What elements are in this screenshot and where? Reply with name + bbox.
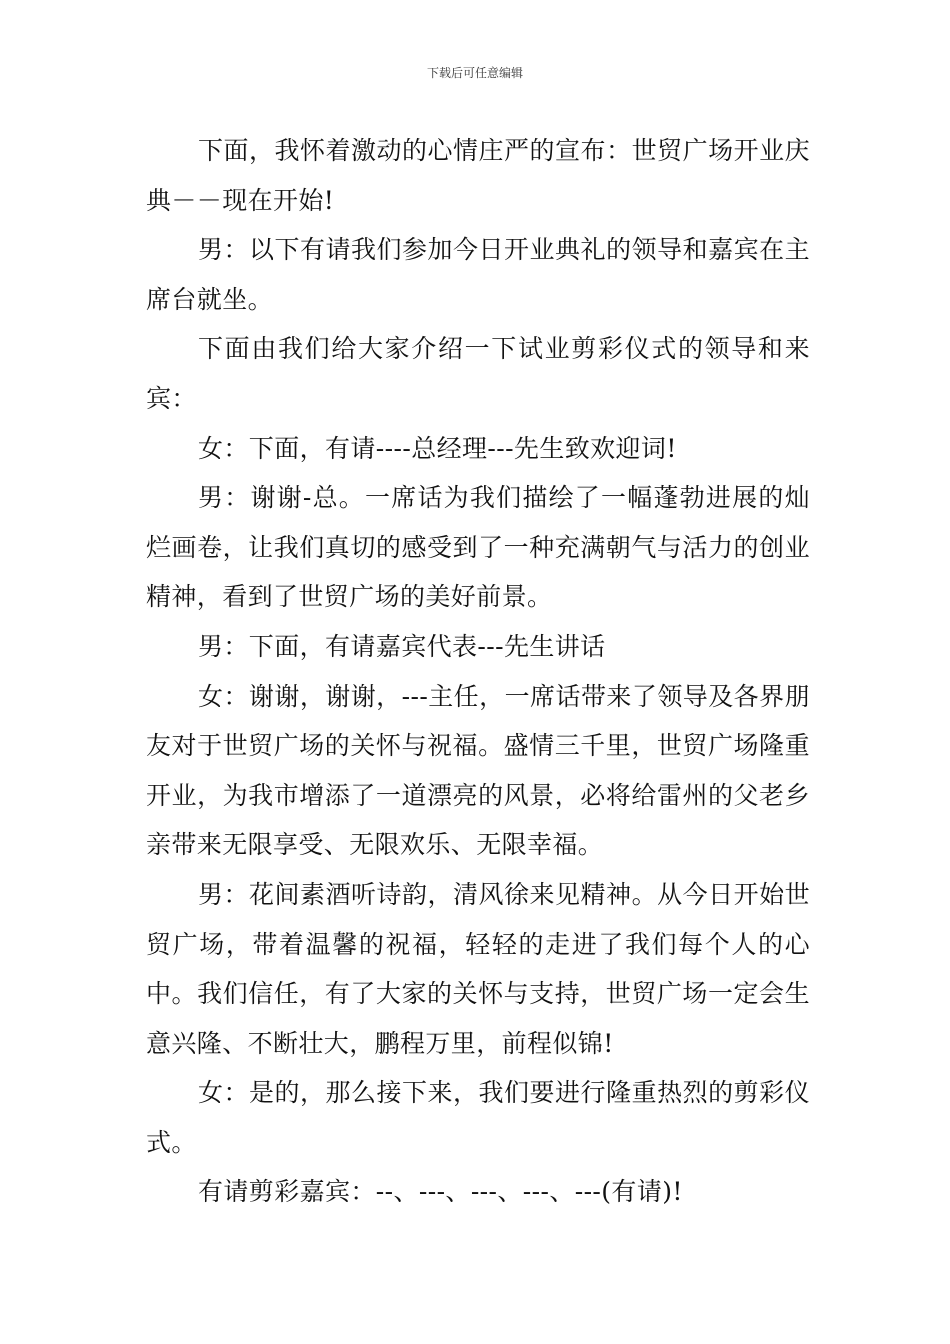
paragraph-thanks-director: 女：谢谢，谢谢，---主任，一席话带来了领导及各界朋友对于世贸广场的关怀与祝福。盛情三千里，世贸广场隆重开业，为我市增添了一道漂亮的风景，必将给雷州的父老乡亲带来无限享受、无限欢乐、无限幸福。 (146, 681, 810, 860)
paragraph-blessing: 男：花间素酒听诗韵，清风徐来见精神。从今日开始世贸广场，带着温馨的祝福，轻轻的走进了我们每个人的心中。我们信任，有了大家的关怀与支持，世贸广场一定会生意兴隆、不断壮大，鹏程万里，前程似锦! (146, 879, 810, 1058)
paragraph-introduce-leaders: 下面由我们给大家介绍一下试业剪彩仪式的领导和来宾： (146, 334, 810, 413)
paragraph-thanks-manager: 男：谢谢-总。一席话为我们描绘了一幅蓬勃进展的灿烂画卷，让我们真切的感受到了一种充满朝气与活力的创业精神，看到了世贸广场的美好前景。 (146, 483, 810, 612)
page-header: 下载后可任意编辑 (426, 66, 523, 80)
document-body (146, 126, 810, 1217)
paragraph-announcement: 下面，我怀着激动的心情庄严的宣布：世贸广场开业庆典－－现在开始! (146, 136, 810, 215)
paragraph-guest-speech: 男：下面，有请嘉宾代表---先生讲话 (198, 631, 606, 661)
paragraph-ribbon-cutting: 女：是的，那么接下来，我们要进行隆重热烈的剪彩仪式。 (146, 1078, 810, 1157)
paragraph-invite-cutters: 有请剪彩嘉宾：--、---、---、---、---(有请)! (198, 1177, 683, 1207)
paragraph-welcome-speech: 女：下面，有请----总经理---先生致欢迎词! (198, 433, 677, 463)
paragraph-invite-guests: 男：以下有请我们参加今日开业典礼的领导和嘉宾在主席台就坐。 (146, 235, 810, 314)
